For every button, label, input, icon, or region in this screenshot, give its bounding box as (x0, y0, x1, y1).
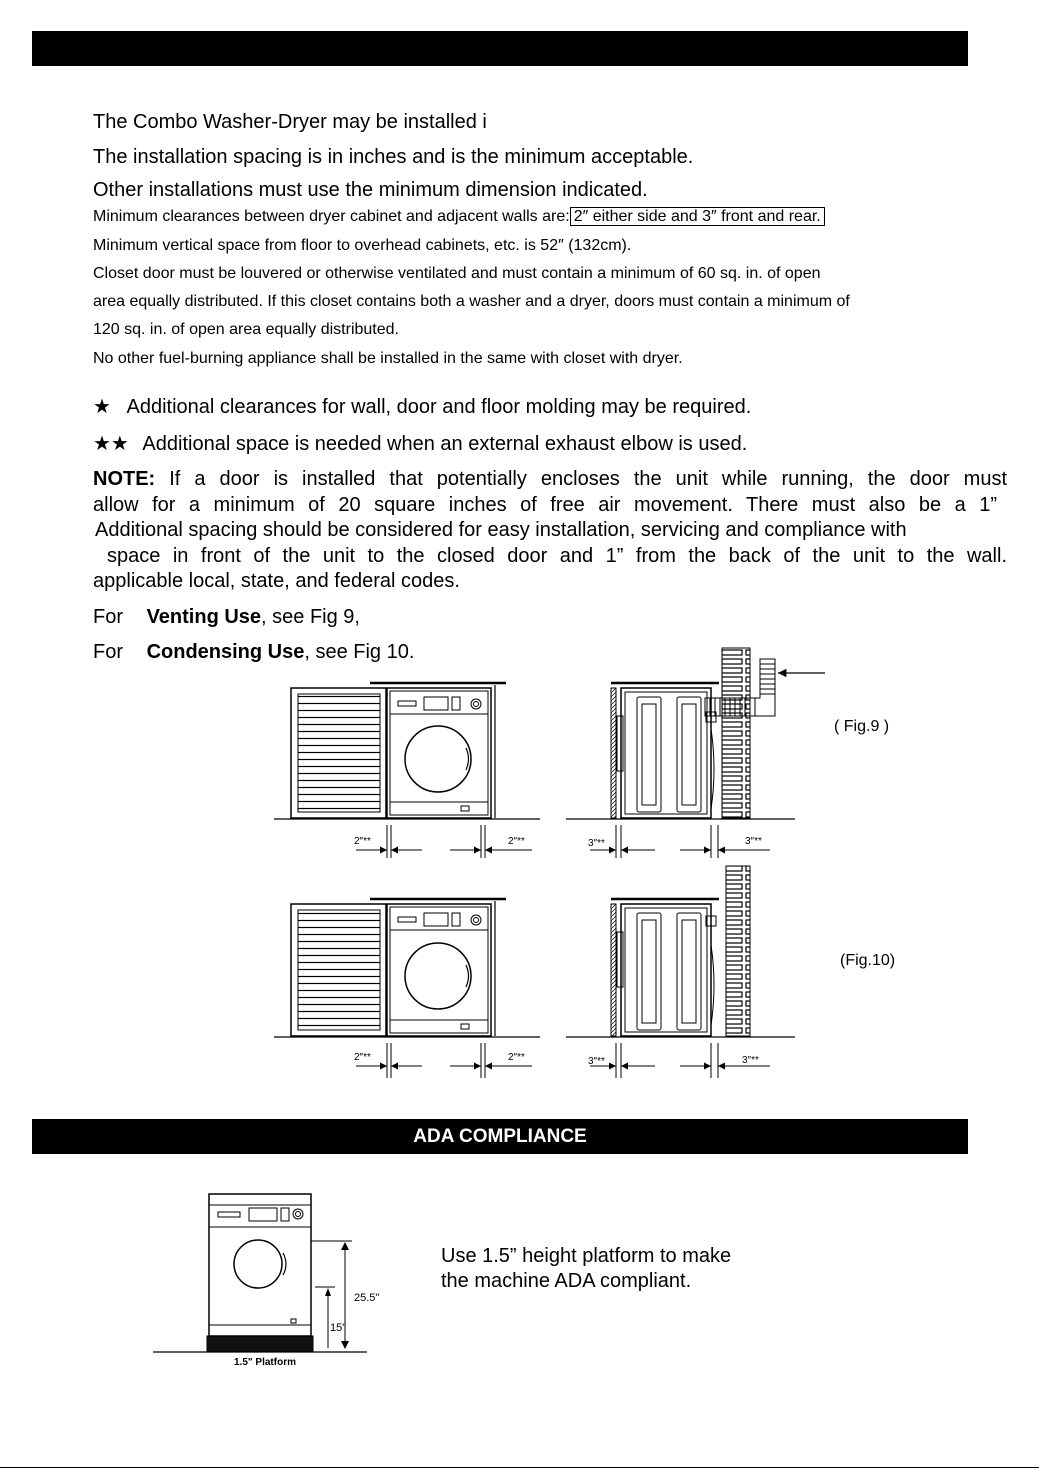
fig10-dim-left: 2″** (354, 1052, 371, 1063)
clearance-line-1-prefix: Minimum clearances between dryer cabinet and adjacent walls are: (93, 208, 570, 225)
note-line-5: applicable local, state, and federal codes. (93, 570, 460, 592)
clearance-line-4: area equally distributed. If this closet contains both a washer and a dryer, doors must contain a minimum of (93, 293, 850, 310)
fig10-side-view (566, 866, 795, 1037)
venting-line (93, 606, 360, 629)
fig9-dim-rear: 3″** (745, 836, 762, 847)
fig9-label: ( Fig.9 ) (834, 718, 890, 735)
condensing-see-fig: , see Fig 10. (304, 641, 415, 663)
fig9-front-view (274, 683, 540, 819)
clearance-line-5: 120 sq. in. of open area equally distributed. (93, 321, 399, 338)
fig9-front-dimensions (356, 825, 532, 858)
ada-text-line-2: the machine ADA compliant. (441, 1270, 692, 1292)
fig9-dim-right: 2″** (508, 836, 525, 847)
note-line-4: space in front of the unit to the closed door and 1” from the back of the unit to the wall. (107, 544, 1007, 567)
note-label: NOTE: (93, 468, 156, 490)
star-line-1-text: Additional clearances for wall, door and floor molding may be required. (126, 396, 752, 418)
star-line-2 (93, 431, 747, 456)
note-line-1-text: If a door is installed that potentially encloses the unit while running, the door must (169, 468, 1008, 490)
venting-use-label: Venting Use (146, 606, 262, 628)
fig10-front-view (274, 899, 540, 1037)
ada-dim-25-5: 25.5" (354, 1292, 380, 1304)
clearance-boxed-text: 2″ either side and 3″ front and rear. (570, 207, 825, 226)
ada-compliance-header: ADA COMPLIANCE (32, 1119, 968, 1154)
fig10-dim-rear: 3″** (742, 1055, 759, 1066)
ada-platform-label: 1.5" Platform (234, 1357, 296, 1368)
condensing-line (93, 641, 414, 664)
fig10-label: (Fig.10) (840, 952, 896, 969)
double-star-icon: ★★ (93, 433, 129, 455)
condensing-use-label: Condensing Use (146, 641, 305, 663)
ada-dim-15: 15" (330, 1322, 347, 1334)
ada-text-line-1: Use 1.5” height platform to make (441, 1245, 732, 1267)
condensing-for: For (93, 641, 123, 663)
note-line-3: Additional spacing should be considered for easy installation, servicing and compliance with (95, 519, 907, 541)
fig9-side-dimensions (590, 825, 770, 858)
fig10-dim-front: 3″** (588, 1056, 605, 1067)
note-line-2: allow for a minimum of 20 square inches of free air movement. There must also be a 1” (93, 493, 997, 516)
clearance-line-6: No other fuel-burning appliance shall be installed in the same with closet with dryer. (93, 350, 683, 367)
fig9-side-view (566, 648, 825, 819)
footer-rule (0, 1467, 1039, 1468)
venting-see-fig: , see Fig 9, (261, 606, 360, 628)
fig10-front-dimensions (356, 1043, 532, 1078)
fig9-dim-left: 2″** (354, 836, 371, 847)
star-line-2-text: Additional space is needed when an external exhaust elbow is used. (142, 433, 748, 455)
fig10-dim-right: 2″** (508, 1052, 525, 1063)
intro-line-1: The Combo Washer-Dryer may be installed i (93, 111, 487, 133)
note-paragraph (93, 467, 1007, 595)
clearance-line-1 (93, 208, 825, 226)
intro-line-2: The installation spacing is in inches and is the minimum acceptable. (93, 146, 694, 168)
venting-for: For (93, 606, 123, 628)
clearance-line-2: Minimum vertical space from floor to overhead cabinets, etc. is 52″ (132cm). (93, 237, 632, 254)
intro-line-3: Other installations must use the minimum dimension indicated. (93, 179, 648, 201)
clearance-line-3: Closet door must be louvered or otherwise ventilated and must contain a minimum of 60 sq. in. of open (93, 265, 821, 282)
star-line-1 (93, 394, 751, 419)
star-icon: ★ (93, 396, 111, 418)
section-header-bar (32, 31, 968, 66)
fig9-dim-front: 3″** (588, 838, 605, 849)
note-line-1 (93, 467, 1007, 493)
